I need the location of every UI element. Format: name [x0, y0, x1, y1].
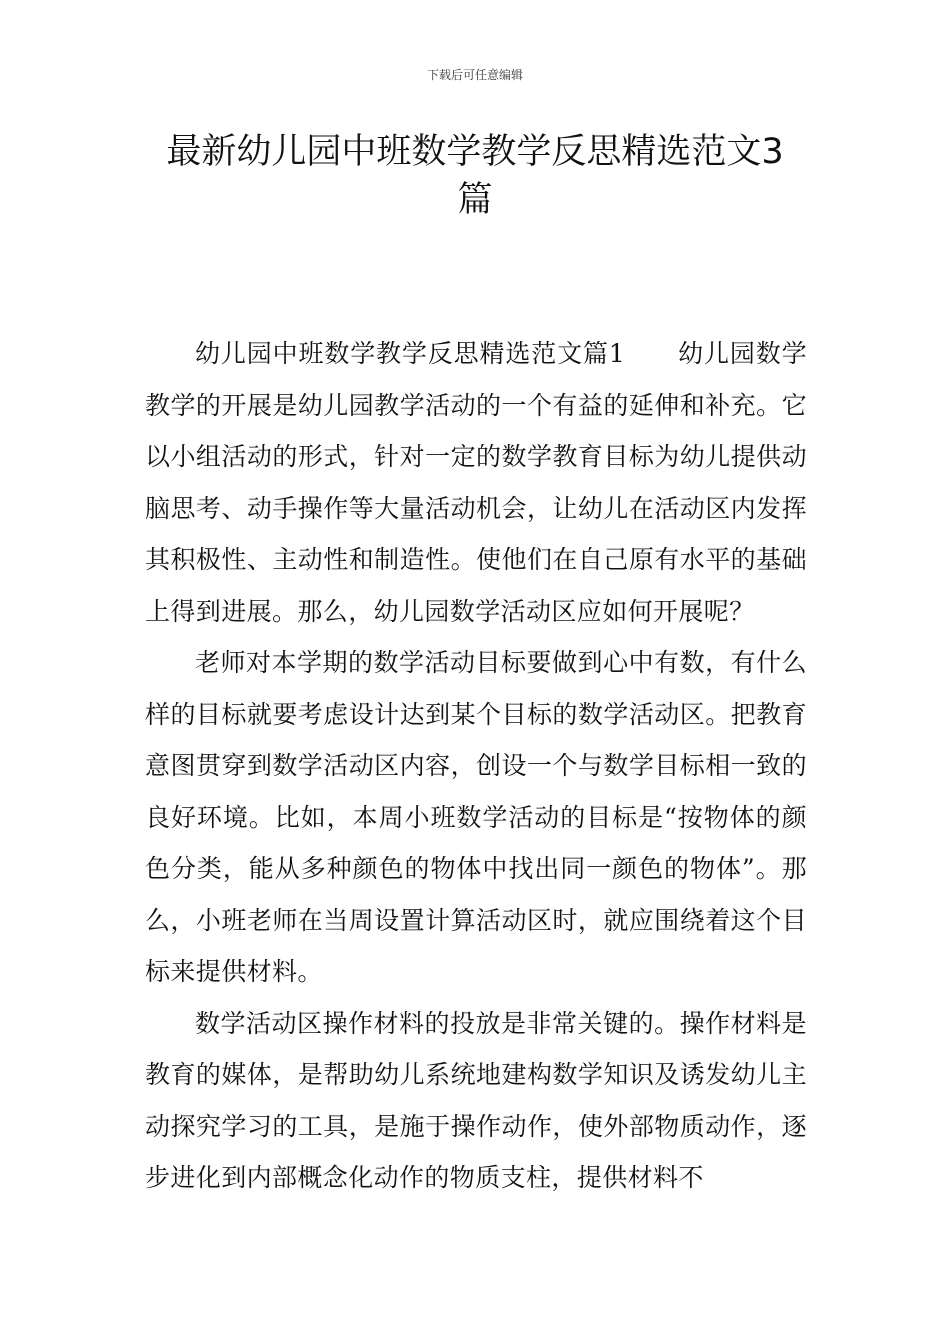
paragraph-3: 数学活动区操作材料的投放是非常关键的。操作材料是教育的媒体，是帮助幼儿系统地建构数学知识及诱发幼儿主动探究学习的工具，是施于操作动作，使外部物质动作，逐步进化到内部概念化动作的物质支柱，提供材料不 — [145, 1008, 807, 1192]
paragraph-2: 老师对本学期的数学活动目标要做到心中有数，有什么样的目标就要考虑设计达到某个目标的数学活动区。把教育意图贯穿到数学活动区内容，创设一个与数学目标相一致的良好环境。比如，本周小班数学活动的目标是“按物体的颜色分类，能从多种颜色的物体中找出同一颜色的物体”。那么，小班老师在当周设置计算活动区时，就应围绕着这个目标来提供材料。 — [145, 648, 807, 986]
document-body — [145, 328, 807, 1204]
paragraph-1 — [145, 328, 807, 637]
document-title: 最新幼儿园中班数学教学反思精选范文3篇 — [166, 132, 784, 220]
paragraph-1-text: 幼儿园数学教学的开展是幼儿园教学活动的一个有益的延伸和补充。它以小组活动的形式，针对一定的数学教育目标为幼儿提供动脑思考、动手操作等大量活动机会，让幼儿在活动区内发挥其积极性、主动性和制造性。使他们在自己原有水平的基础上得到进展。那么，幼儿园数学活动区应如何开展呢？ — [145, 339, 807, 626]
page-header-note: 下载后可任意编辑 — [426, 68, 523, 82]
section-heading: 幼儿园中班数学教学反思精选范文篇1 — [195, 339, 626, 368]
